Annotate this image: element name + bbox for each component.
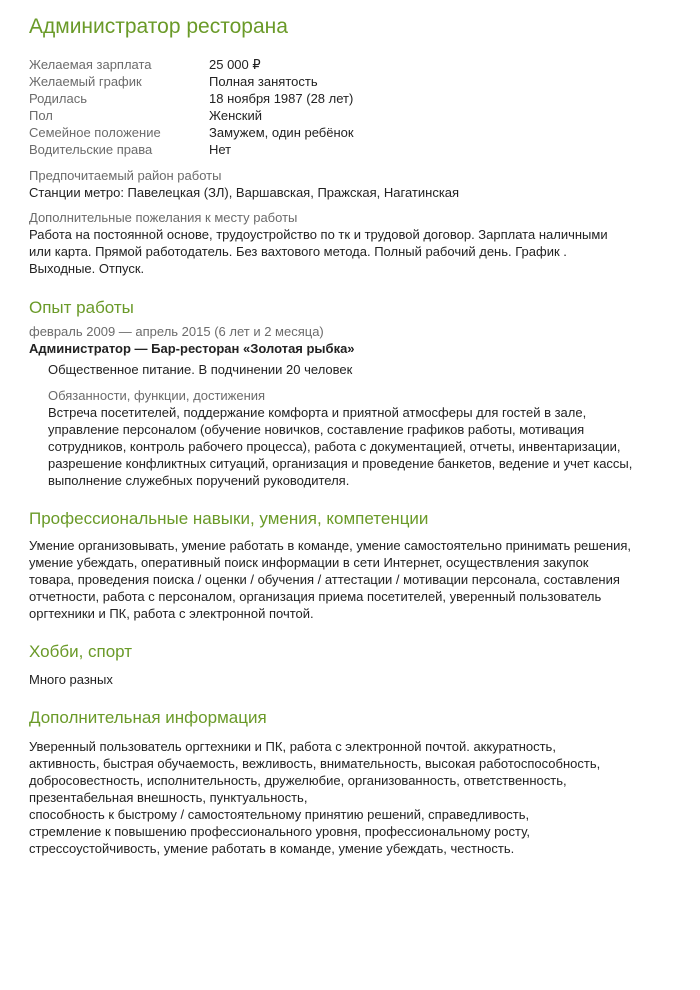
work-wishes <box>29 209 680 277</box>
skills-line: отчетности, работа с персоналом, организация приема посетителей, уверенный пользователь <box>29 589 602 604</box>
duties-line: сотрудников, контроль рабочего процесса), работа с документацией, отчеты, инвентаризации, <box>48 439 621 454</box>
experience-item <box>29 323 680 489</box>
gender-value: Женский <box>209 108 262 123</box>
schedule-label: Желаемый график <box>29 74 142 89</box>
skills-text <box>29 537 680 622</box>
experience-heading: Опыт работы <box>29 298 134 317</box>
skills-line: оргтехники и ПК, работа с электронной почтой. <box>29 606 314 621</box>
license-label: Водительские права <box>29 142 153 157</box>
experience-industry: Общественное питание. В подчинении 20 человек <box>48 362 353 377</box>
skills-heading: Профессиональные навыки, умения, компетенции <box>29 509 429 528</box>
gender-label: Пол <box>29 108 53 123</box>
additional-line: добросовестность, исполнительность, дружелюбие, организованность, ответственность, <box>29 773 567 788</box>
experience-period: февраль 2009 — апрель 2015 (6 лет и 2 месяца) <box>29 324 324 339</box>
skills-line: умение убеждать, оперативный поиск информации в сети Интернет, осуществления закупок <box>29 555 589 570</box>
skills-line: товара, проведения поиска / оценки / обучения / аттестации / мотивации персонала, составления <box>29 572 620 587</box>
salary-value: 25 000 ₽ <box>209 57 261 72</box>
wishes-line: Выходные. Отпуск. <box>29 261 145 276</box>
family-value: Замужем, один ребёнок <box>209 125 354 140</box>
additional-line: стремление к повышению профессионального уровня, профессиональному росту, <box>29 824 530 839</box>
duties-line: выполнение служебных поручений руководителя. <box>48 473 350 488</box>
duties-line: управление персоналом (обучение новичков, составление графиков работы, мотивация <box>48 422 585 437</box>
duties-line: Встреча посетителей, поддержание комфорта и приятной атмосферы для гостей в зале, <box>48 405 587 420</box>
salary-label: Желаемая зарплата <box>29 57 152 72</box>
birth-value: 18 ноября 1987 (28 лет) <box>209 91 354 106</box>
wishes-line: или карта. Прямой работодатель. Без вахтового метода. Полный рабочий день. График . <box>29 244 567 259</box>
additional-line: презентабельная внешность, пунктуальность, <box>29 790 308 805</box>
additional-text <box>29 738 680 857</box>
resume-title: Администратор ресторана <box>29 15 288 38</box>
additional-heading: Дополнительная информация <box>29 708 267 727</box>
wishes-line: Работа на постоянной основе, трудоустройство по тк и трудовой договор. Зарплата наличными <box>29 227 608 242</box>
additional-line: стрессоустойчивость, умение работать в команде, умение убеждать, честность. <box>29 841 515 856</box>
hobby-heading: Хобби, спорт <box>29 642 133 661</box>
wishes-label: Дополнительные пожелания к месту работы <box>29 210 298 225</box>
personal-details <box>29 56 680 158</box>
duties-label: Обязанности, функции, достижения <box>48 388 266 403</box>
preferred-area <box>29 167 680 201</box>
schedule-value: Полная занятость <box>209 74 318 89</box>
family-label: Семейное положение <box>29 125 161 140</box>
license-value: Нет <box>209 142 232 157</box>
additional-line: активность, быстрая обучаемость, вежливость, внимательность, высокая работоспособность, <box>29 756 601 771</box>
birth-label: Родилась <box>29 91 87 106</box>
hobby-text: Много разных <box>29 672 113 687</box>
skills-line: Умение организовывать, умение работать в команде, умение самостоятельно принимать решения, <box>29 538 632 553</box>
experience-position: Администратор — Бар-ресторан «Золотая рыбка» <box>29 341 355 356</box>
area-label: Предпочитаемый район работы <box>29 168 222 183</box>
additional-line: Уверенный пользователь оргтехники и ПК, работа с электронной почтой. аккуратность, <box>29 739 556 754</box>
duties-line: разрешение конфликтных ситуаций, организация и проведение банкетов, ведение и учет кассы, <box>48 456 633 471</box>
area-value: Станции метро: Павелецкая (ЗЛ), Варшавская, Пражская, Нагатинская <box>29 185 460 200</box>
additional-line: способность к быстрому / самостоятельному принятию решений, справедливость, <box>29 807 530 822</box>
